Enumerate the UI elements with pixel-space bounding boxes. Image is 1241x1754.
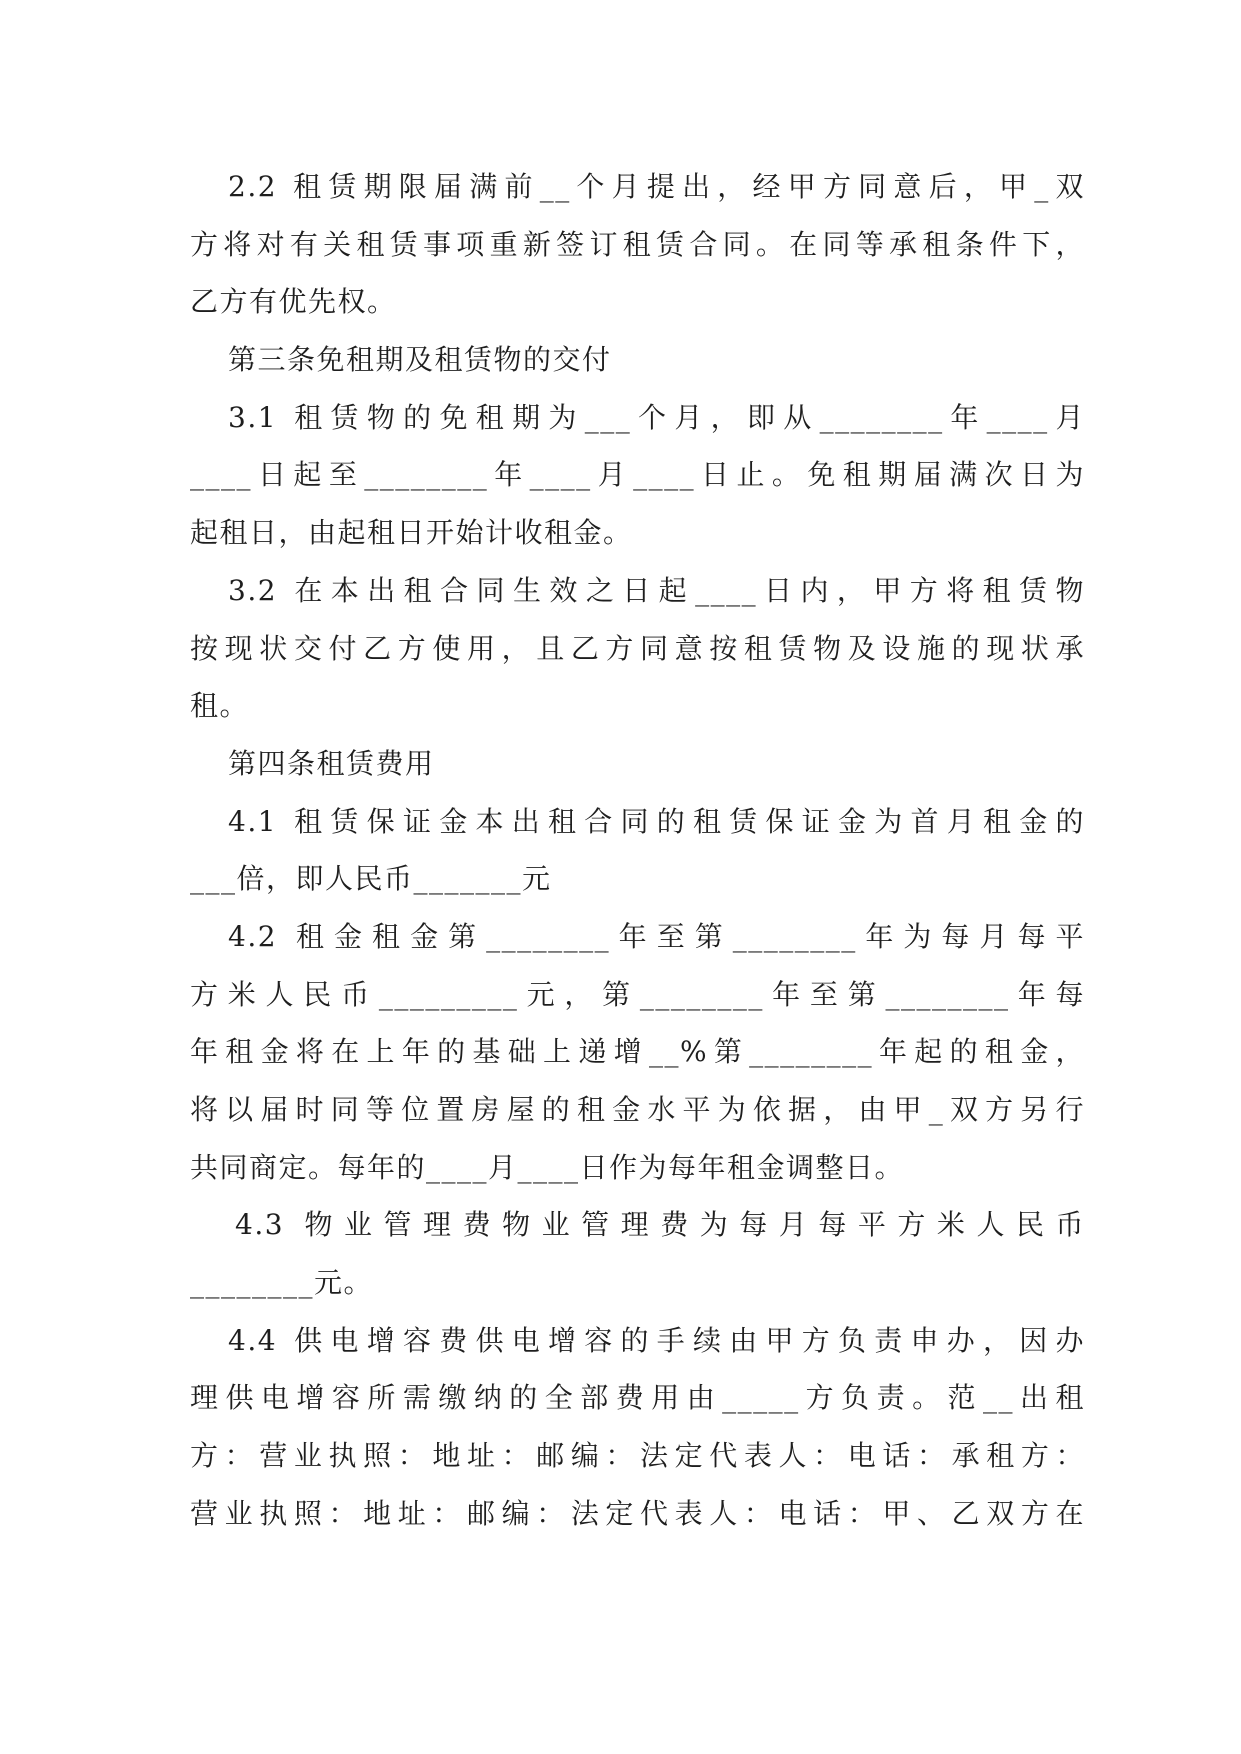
clause-3-2-line-3: 租。 xyxy=(190,689,250,723)
clause-4-4-line-2: 理供电增容所需缴纳的全部费用由_____方负责。范__出租 xyxy=(190,1381,1085,1415)
clause-4-2-line-1: 4.2 租金租金第________年至第________年为每月每平 xyxy=(228,919,1085,953)
clause-4-4-line-4: 营业执照：地址：邮编：法定代表人：电话：甲、乙双方在 xyxy=(190,1496,1085,1530)
document-page xyxy=(190,158,1085,1543)
clause-3-1-line-1: 3.1 租赁物的免租期为___个月，即从________年____月 xyxy=(228,400,1085,434)
clause-2-2-line-3: 乙方有优先权。 xyxy=(190,285,397,319)
article-4-heading: 第四条租赁费用 xyxy=(228,746,435,780)
clause-4-2-line-2: 方米人民币_________元，第________年至第________年每 xyxy=(190,977,1085,1011)
clause-3-1-line-3: 起租日，由起租日开始计收租金。 xyxy=(190,516,633,550)
clause-4-2-line-5: 共同商定。每年的____月____日作为每年租金调整日。 xyxy=(190,1150,905,1184)
clause-4-2-line-4: 将以届时同等位置房屋的租金水平为依据，由甲_双方另行 xyxy=(190,1093,1085,1126)
clause-3-1-line-2: ____日起至________年____月____日止。免租期届满次日为 xyxy=(190,458,1085,492)
article-3-heading: 第三条免租期及租赁物的交付 xyxy=(228,343,612,377)
clause-4-3-line-2: ________元。 xyxy=(190,1266,374,1300)
clause-4-3-line-1: 4.3 物业管理费物业管理费为每月每平方米人民币 xyxy=(235,1208,1085,1242)
clause-4-4-line-1: 4.4 供电增容费供电增容的手续由甲方负责申办，因办 xyxy=(228,1323,1085,1357)
clause-3-2-line-1: 3.2 在本出租合同生效之日起____日内，甲方将租赁物 xyxy=(228,573,1085,607)
clause-4-4-line-3: 方：营业执照：地址：邮编：法定代表人：电话：承租方： xyxy=(190,1439,1085,1473)
clause-2-2-line-2: 方将对有关租赁事项重新签订租赁合同。在同等承租条件下， xyxy=(190,227,1085,261)
clause-4-2-line-3: 年租金将在上年的基础上递增__%第________年起的租金， xyxy=(190,1035,1085,1069)
clause-4-1-line-2: ___倍，即人民币_______元 xyxy=(190,862,552,896)
clause-3-2-line-2: 按现状交付乙方使用，且乙方同意按租赁物及设施的现状承 xyxy=(190,631,1085,665)
clause-2-2-line-1: 2.2 租赁期限届满前__个月提出，经甲方同意后，甲_双 xyxy=(228,170,1085,203)
clause-4-1-line-1: 4.1 租赁保证金本出租合同的租赁保证金为首月租金的 xyxy=(228,804,1085,838)
